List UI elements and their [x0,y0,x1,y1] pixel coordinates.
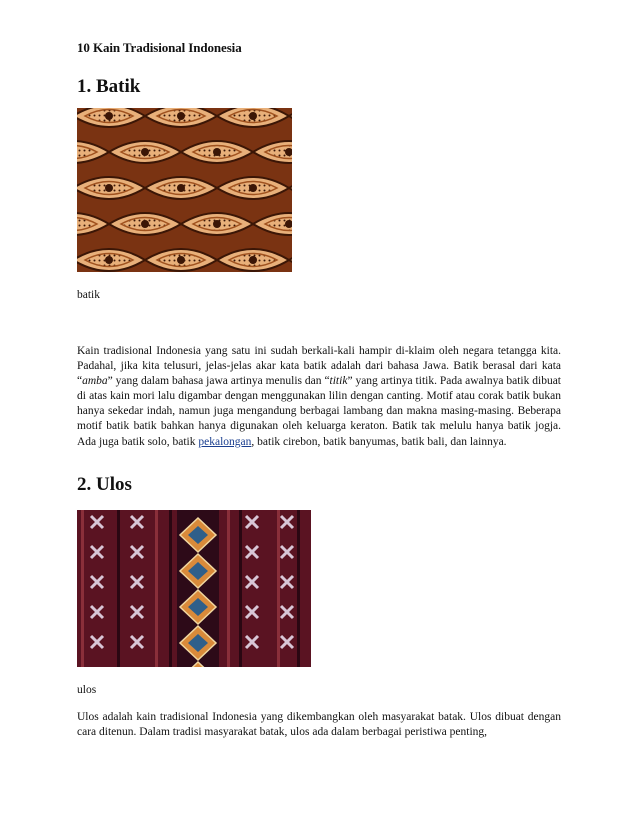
batik-image [77,108,292,272]
pekalongan-link[interactable]: pekalongan [198,435,252,448]
ulos-caption: ulos [77,684,97,696]
ulos-image [77,510,311,667]
batik-pattern-icon [77,108,292,272]
batik-caption: batik [77,289,100,301]
document-title: 10 Kain Tradisional Indonesia [77,40,242,55]
ulos-pattern-icon [77,510,311,667]
ulos-paragraph: Ulos adalah kain tradisional Indonesia yang dikembangkan oleh masyarakat batak. Ulos dibuat dengan cara ditenun. Dalam tradisi masyarakat batak, ulos ada dalam berbagai peristiwa penting, [77,711,561,739]
section-heading-ulos: 2. Ulos [77,474,132,495]
batik-paragraph: Kain tradisional Indonesia yang satu ini sudah berkali-kali hampir di-klaim oleh negara tetangga kita. Padahal, jika kita telusuri, jelas-jelas akar kata batik adalah dari bahasa Jawa. Batik berasal dari kata “amba” yang dalam bahasa jawa artinya menulis dan “titik” yang artinya titik. Pada awalnya batik dibuat di atas kain mori lalu digambar dengan menggunakan lilin dengan canting. Motif atau corak batik bukan hanya sekedar indah, namun juga mengandung berbagai lambang dan makna masing-masing. Beberapa motif batik batik bahkan hanya digunakan oleh keluarga keraton. Batik tak melulu hanya batik jogja. Ada juga batik solo, batik pekalongan, batik cirebon, batik banyumas, batik bali, dan lainnya. [77,345,561,448]
section-heading-batik: 1. Batik [77,76,141,97]
